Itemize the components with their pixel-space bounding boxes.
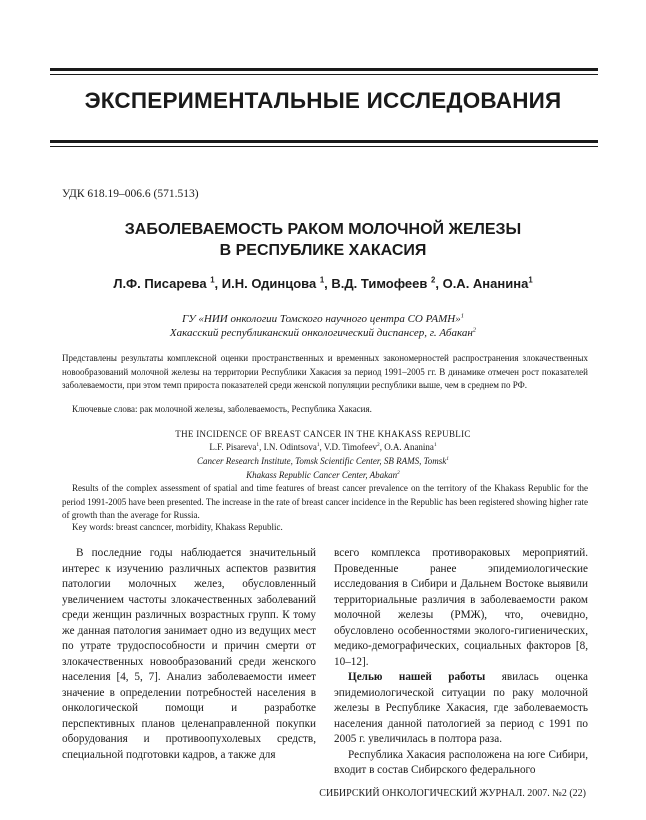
affiliation-line <box>0 326 646 340</box>
article-title-line1: ЗАБОЛЕВАЕМОСТЬ РАКОМ МОЛОЧНОЙ ЖЕЛЕЗЫ <box>124 221 522 238</box>
author-affiliation-mark: 1 <box>319 275 325 285</box>
english-authors: L.F. Pisareva$^1$, I.N. Odintsova$^1$, V.D. Timofeev$^2$, O.A. Ananina$^1$ <box>209 442 437 452</box>
body-column-right <box>334 546 588 779</box>
author-affiliation-mark: 1 <box>528 275 533 285</box>
top-rule-thin <box>50 74 598 75</box>
top-rule-thick <box>50 68 598 71</box>
author-name: V.D. Timofeev <box>323 442 377 452</box>
abstract-en: Results of the complex assessment of spatial and time features of breast cancer prevalence on the territory of the Khakass Republic for the period 1991-2005 have been presented. The increase in the rate of breast cancer incidence in the Republic has been registered showing higher rate of growth than the average for Russia. <box>62 483 588 520</box>
author-affiliation-mark: 2 <box>431 275 436 285</box>
author-affiliation-mark: 1 <box>316 442 320 448</box>
body-paragraph: В последние годы наблюдается значительный интерес к изучению различных аспектов развития патологии молочных желез, обусловленный увеличением частоты злокачественных заболеваний среди женщин различных возрастных групп. К тому же данная патология занимает одно из ведущих мест по утрате трудоспособности и причин смерти от злокачественных новообразований среди женского населения [4, 5, 7]. Анализ заболеваемости имеет значение в определении потребностей населения в онкологической помощи и разработке перспективных планов целенаправленной покупки оборудования и противоопухолевых средств, специальной подготовки кадров, а также для <box>62 547 316 761</box>
body-column-left <box>62 546 316 763</box>
body-paragraph: Республика Хакасия расположена на юге Сибири, входит в состав Сибирского федерального <box>334 748 588 776</box>
english-affiliations <box>0 455 646 482</box>
affiliations <box>0 312 646 340</box>
article-title-line2: В РЕСПУБЛИКЕ ХАКАСИЯ <box>219 242 427 259</box>
bottom-rule-thick <box>50 140 598 143</box>
author-name: L.F. Pisareva <box>209 442 257 452</box>
affiliation-number: 2 <box>397 469 400 476</box>
affiliation-line <box>0 312 646 326</box>
author-affiliation-mark: 1 <box>256 442 260 448</box>
keywords-ru: Ключевые слова: рак молочной железы, заболеваемость, Республика Хакасия. <box>72 404 372 414</box>
keywords-en: Key words: breast canсncer, morbidity, Khakass Republic. <box>72 522 283 532</box>
authors: Л.Ф. Писарева $^1$, И.Н. Одинцова $^1$, В.Д. Тимофеев $^2$, О.А. Ананина$^1$ <box>113 275 533 291</box>
udk-code: УДК 618.19–006.6 (571.513) <box>62 188 199 200</box>
affiliation-number: 1 <box>446 456 449 462</box>
author-affiliation-mark: 1 <box>210 275 215 285</box>
journal-footer: СИБИРСКИЙ ОНКОЛОГИЧЕСКИЙ ЖУРНАЛ. 2007. №2 (22) <box>319 788 586 799</box>
english-title: THE INCIDENCE OF BREAST CANCER IN THE KHAKASS REPUBLIC <box>175 429 471 439</box>
affiliation-text: Khakass Republic Cancer Center, Abakan <box>246 469 398 480</box>
affiliation-number: 2 <box>472 326 477 334</box>
affiliation-text: Хакасский республиканский онкологический диспансер, г. Абакан <box>169 327 473 339</box>
affiliation-line <box>0 455 646 469</box>
author-name: О.А. Ананина <box>442 276 529 291</box>
author-name: O.A. Ananina <box>384 442 434 452</box>
body-paragraph-aim <box>334 670 588 748</box>
aim-lead: Целью нашей работы <box>348 671 486 683</box>
affiliation-number: 1 <box>460 312 464 320</box>
affiliation-text: ГУ «НИИ онкологии Томского научного центра СО РАМН» <box>182 313 461 325</box>
abstract-ru: Представлены результаты комплексной оценки пространственных и временных закономерностей распространения злокачественных новообразований молочной железы на территории Республики Хакасия за период 1991–2005 гг. В динамике отмечен рост показателей заболеваемости, при этом темп прироста показателей среди женской популяции республики выше, чем в среднем по РФ. <box>62 353 588 390</box>
affiliation-line <box>0 469 646 483</box>
author-name: Л.Ф. Писарева <box>113 276 207 291</box>
author-name: И.Н. Одинцова <box>221 276 317 291</box>
bottom-rule-thin <box>50 146 598 147</box>
section-title: ЭКСПЕРИМЕНТАЛЬНЫЕ ИССЛЕДОВАНИЯ <box>84 88 562 113</box>
body-paragraph: всего комплекса противораковых мероприятий. Проведенные ранее эпидемиологические исследования в Сибири и Дальнем Востоке выявили территориальные различия в заболеваемости раком молочной железы (РМЖ), что, очевидно, обусловлено особенностями эколого-гигиенических, медико-демографических, социальных факторов [8, 10–12]. <box>334 547 588 668</box>
author-affiliation-mark: 2 <box>376 442 380 448</box>
affiliation-text: Cancer Research Institute, Tomsk Scientific Center, SB RAMS, Tomsk <box>197 456 447 466</box>
article-title <box>0 219 646 261</box>
author-name: I.N. Odintsova <box>263 442 317 452</box>
author-affiliation-mark: 1 <box>433 442 437 448</box>
author-name: В.Д. Тимофеев <box>331 276 428 291</box>
aim-text: явилась оценка эпидемиологической ситуации по раку молочной железы в Республике Хакасия, где заболеваемость населения данной патологией за период с 1991 по 2005 г. увеличилась в полтора раза. <box>334 671 589 745</box>
